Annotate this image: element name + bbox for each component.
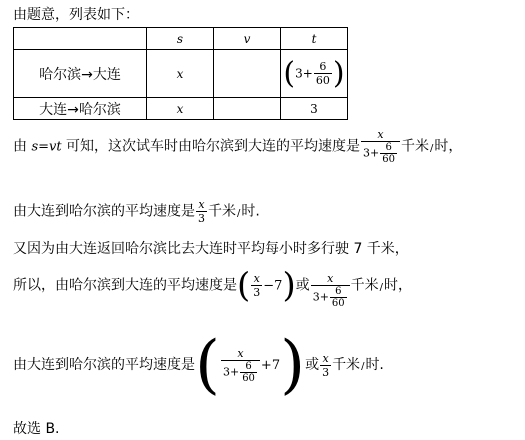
- route-cell: 哈尔滨→大连: [14, 50, 147, 98]
- table-row: [14, 98, 348, 120]
- header-cell-empty: [14, 28, 147, 50]
- header-t: t: [281, 28, 348, 50]
- table-row: [14, 50, 348, 98]
- intro-text: 由题意，列表如下：: [13, 7, 139, 23]
- header-v: v: [214, 28, 281, 50]
- v-cell: [214, 50, 281, 98]
- speed-line-4: 由大连到哈尔滨的平均速度是( x 3+ $\frac{6}{60}$ +7)或 $\frac{x}{3}$ 千米/时.: [13, 328, 384, 402]
- condition-line: 又因为由大连返回哈尔滨比去大连时平均每小时多行驶 7 千米，: [13, 241, 409, 257]
- data-table: [13, 27, 348, 120]
- table-header-row: [14, 28, 348, 50]
- t-cell: 3: [281, 98, 348, 120]
- s-cell: x: [147, 98, 214, 120]
- answer-line: 故选 B.: [13, 421, 60, 437]
- header-s: s: [147, 28, 214, 50]
- speed-line-2: 由大连到哈尔滨的平均速度是 $\frac{x}{3}$ 千米/时.: [13, 198, 260, 225]
- s-cell: x: [147, 50, 214, 98]
- route-cell: 大连→哈尔滨: [14, 98, 147, 120]
- speed-line-1: 由 s=vt 可知，这次试车时由哈尔滨到大连的平均速度是 x 3+ $\frac{6}{60}$ 千米/时，: [13, 128, 463, 165]
- t-cell: (3+ $\frac{6}{60}$ ): [281, 50, 348, 98]
- v-cell: [214, 98, 281, 120]
- speed-line-3: 所以，由哈尔滨到大连的平均速度是( $\frac{x}{3}$ −7)或 x 3+ $\frac{6}{60}$ 千米/时，: [13, 265, 413, 309]
